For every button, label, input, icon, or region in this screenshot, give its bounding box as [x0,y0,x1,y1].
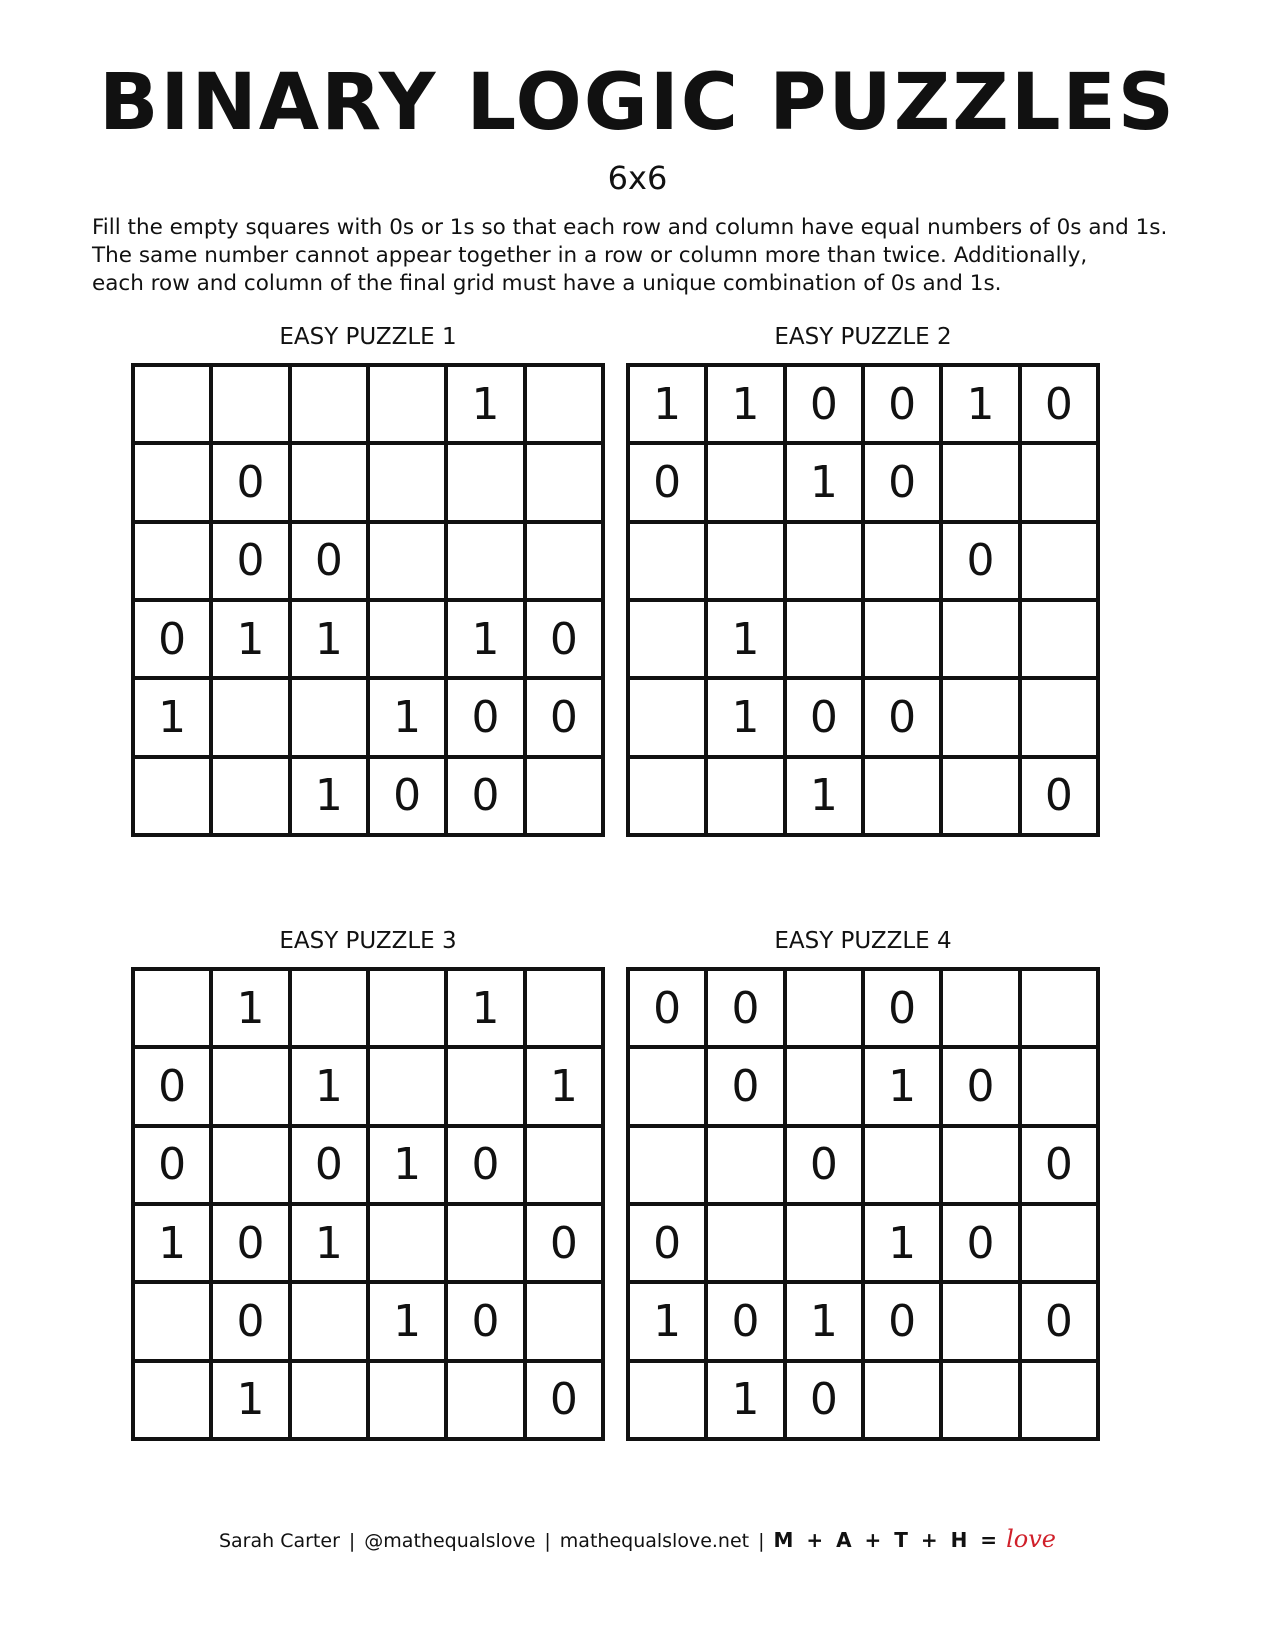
grid-cell [368,1047,446,1125]
grid-cell [1020,1204,1098,1282]
grid-cell [941,1361,1019,1439]
grid-cell: 0 [941,522,1019,600]
grid-cell: 1 [290,600,368,678]
grid-cell [785,969,863,1047]
grid-cell [706,1204,784,1282]
grid-cell: 1 [211,1361,289,1439]
grid-cell [525,969,603,1047]
grid-cell: 0 [941,1047,1019,1125]
grid-cell: 1 [446,600,524,678]
grid-cell [628,1047,706,1125]
grid-cell [290,1361,368,1439]
grid-cell: 0 [628,969,706,1047]
puzzle-label: EASY PUZZLE 4 [774,928,952,954]
grid-cell [133,522,211,600]
grid-cell [941,1282,1019,1360]
grid-cell: 1 [706,1361,784,1439]
grid-cell: 1 [628,1282,706,1360]
grid-cell: 1 [133,1204,211,1282]
grid-cell [628,1126,706,1204]
grid-cell [1020,1047,1098,1125]
grid-cell: 0 [133,1047,211,1125]
grid-cell: 0 [446,1282,524,1360]
grid-cell [368,365,446,443]
grid-cell [446,1047,524,1125]
grid-cell: 0 [525,1361,603,1439]
grid-cell [863,522,941,600]
grid-cell [941,969,1019,1047]
grid-cell: 0 [628,443,706,521]
page-subtitle: 6x6 [607,159,668,197]
grid-cell: 0 [628,1204,706,1282]
grid-cell: 0 [1020,365,1098,443]
grid-cell [290,443,368,521]
grid-cell: 1 [290,757,368,835]
grid-cell: 1 [290,1047,368,1125]
grid-cell: 1 [863,1204,941,1282]
footer-handle: @mathequalslove [364,1530,536,1552]
grid-cell [525,1126,603,1204]
instructions-line: The same number cannot appear together in a row or column more than twice. Additionally, [92,243,1088,268]
grid-cell [133,443,211,521]
grid-cell: 1 [290,1204,368,1282]
grid-cell [941,600,1019,678]
grid-cell: 0 [290,522,368,600]
puzzle-label: EASY PUZZLE 3 [279,928,457,954]
grid-cell: 1 [785,1282,863,1360]
grid-cell [211,365,289,443]
grid-cell [1020,522,1098,600]
grid-cell: 1 [446,365,524,443]
instructions-line: each row and column of the final grid must have a unique combination of 0s and 1s. [92,271,1002,296]
puzzle-2 [626,322,1100,837]
grid-cell: 0 [785,1126,863,1204]
footer-separator: | [544,1530,551,1552]
grid-cell: 0 [525,678,603,756]
grid-cell [290,969,368,1047]
grid-cell: 0 [785,365,863,443]
puzzle-3 [131,926,605,1441]
grid-cell: 1 [211,969,289,1047]
grid-cell [368,522,446,600]
grid-cell [941,678,1019,756]
grid-cell: 0 [1020,1282,1098,1360]
grid-cell [628,678,706,756]
grid-cell [863,600,941,678]
grid-cell [1020,1361,1098,1439]
grid-cell: 0 [863,1282,941,1360]
grid-cell [628,1361,706,1439]
grid-cell [368,1204,446,1282]
grid-cell: 0 [525,600,603,678]
grid-cell: 0 [133,1126,211,1204]
grid-cell: 0 [863,443,941,521]
grid-cell [1020,600,1098,678]
puzzle-4 [626,926,1100,1441]
grid-cell [211,757,289,835]
grid-cell [628,600,706,678]
grid-cell [706,1126,784,1204]
grid-cell [628,522,706,600]
grid-cell: 0 [863,969,941,1047]
grid-cell: 0 [446,678,524,756]
grid-cell: 1 [863,1047,941,1125]
grid-cell: 1 [628,365,706,443]
grid-cell [785,522,863,600]
footer [0,1525,1275,1555]
grid-cell [785,1204,863,1282]
grid-cell: 0 [446,757,524,835]
grid-cell: 1 [941,365,1019,443]
grid-cell: 0 [863,678,941,756]
footer-website: mathequalslove.net [559,1530,750,1552]
grid-cell [1020,678,1098,756]
grid-cell: 0 [211,522,289,600]
grid-cell [706,443,784,521]
grid-cell: 1 [706,600,784,678]
footer-author: Sarah Carter [218,1530,340,1552]
grid-cell [368,1361,446,1439]
grid-cell [446,1361,524,1439]
grid-cell: 0 [706,1282,784,1360]
grid-cell: 1 [368,1282,446,1360]
grid-cell: 0 [941,1204,1019,1282]
grid-cell [863,1126,941,1204]
grid-cell [628,757,706,835]
grid-cell [706,522,784,600]
grid-cell: 0 [1020,1126,1098,1204]
grid-cell [525,443,603,521]
grid-cell: 0 [785,1361,863,1439]
grid-cell: 0 [211,1282,289,1360]
puzzle-label: EASY PUZZLE 1 [279,324,457,350]
grid-cell: 0 [785,678,863,756]
footer-separator: | [758,1530,765,1552]
grid-cell [133,969,211,1047]
grid-cell [785,1047,863,1125]
grid-cell [525,1282,603,1360]
grid-cell: 0 [290,1126,368,1204]
grid-cell [941,757,1019,835]
grid-cell: 0 [211,443,289,521]
grid-cell [133,1361,211,1439]
grid-cell: 1 [133,678,211,756]
grid-cell: 1 [525,1047,603,1125]
grid-cell: 1 [368,1126,446,1204]
grid-cell [133,1282,211,1360]
grid-cell: 1 [211,600,289,678]
puzzle-grid [131,967,605,1441]
grid-cell: 0 [863,365,941,443]
puzzle-label: EASY PUZZLE 2 [774,324,952,350]
footer-separator: | [348,1530,356,1552]
grid-cell [525,365,603,443]
grid-cell [133,365,211,443]
grid-cell: 1 [368,678,446,756]
grid-cell: 0 [1020,757,1098,835]
grid-cell: 0 [211,1204,289,1282]
grid-cell [525,757,603,835]
grid-cell [785,600,863,678]
puzzle-grid [626,363,1100,837]
grid-cell [446,443,524,521]
grid-cell [211,1047,289,1125]
footer-brand-logo: M + A + T + H = [773,1528,1001,1552]
grid-cell [941,1126,1019,1204]
grid-cell: 1 [785,757,863,835]
instructions [92,214,1202,298]
grid-cell [1020,443,1098,521]
grid-cell [290,365,368,443]
grid-cell [211,1126,289,1204]
grid-cell [706,757,784,835]
grid-cell: 1 [706,365,784,443]
puzzle-grid [626,967,1100,1441]
grid-cell [863,1361,941,1439]
grid-cell [863,757,941,835]
grid-cell: 1 [706,678,784,756]
grid-cell: 1 [446,969,524,1047]
grid-cell [446,522,524,600]
instructions-line: Fill the empty squares with 0s or 1s so that each row and column have equal numbers of 0s and 1s. [92,215,1168,240]
grid-cell: 0 [133,600,211,678]
grid-cell [368,443,446,521]
grid-cell [1020,969,1098,1047]
grid-cell [446,1204,524,1282]
grid-cell: 0 [525,1204,603,1282]
grid-cell [290,678,368,756]
grid-cell: 0 [446,1126,524,1204]
footer-brand-love: love [1006,1525,1057,1553]
grid-cell: 0 [368,757,446,835]
grid-cell [368,969,446,1047]
puzzle-grid [131,363,605,837]
grid-cell [525,522,603,600]
grid-cell: 1 [785,443,863,521]
grid-cell [211,678,289,756]
grid-cell [368,600,446,678]
grid-cell [290,1282,368,1360]
page-title: BINARY LOGIC PUZZLES [98,58,1176,148]
grid-cell [133,757,211,835]
grid-cell [941,443,1019,521]
puzzle-1 [131,322,605,837]
grid-cell: 0 [706,1047,784,1125]
grid-cell: 0 [706,969,784,1047]
